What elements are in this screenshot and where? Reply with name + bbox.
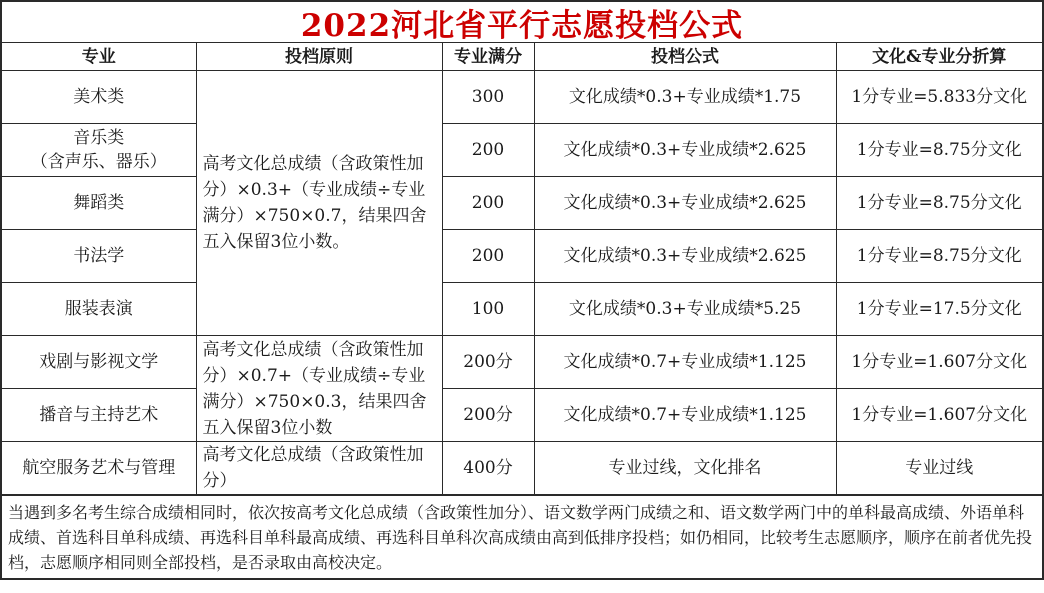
formula-cell: 文化成绩*0.3+专业成绩*1.75	[534, 71, 836, 124]
formula-cell: 文化成绩*0.3+专业成绩*5.25	[534, 283, 836, 336]
tie-break-note: 当遇到多名考生综合成绩相同时，依次按高考文化总成绩（含政策性加分）、语文数学两门成绩之和、语文数学两门中的单科最高成绩、外语单科成绩、首选科目单科成绩、再选科目单科最高成绩、再选科目单科次高成绩由高到低排序投档；如仍相同，比较考生志愿顺序，顺序在前者优先投档，志愿顺序相同则全部投档，是否录取由高校决定。	[2, 495, 1042, 593]
full-score-cell: 200	[442, 230, 534, 283]
header-principle: 投档原则	[196, 43, 442, 71]
header-full-score: 专业满分	[442, 43, 534, 71]
formula-cell: 文化成绩*0.3+专业成绩*2.625	[534, 124, 836, 177]
major-line: 音乐类	[73, 128, 125, 148]
full-score-cell: 200	[442, 124, 534, 177]
table-row	[2, 71, 1042, 124]
header-formula: 投档公式	[534, 43, 836, 71]
conversion-cell: 1分专业=8.75分文化	[836, 124, 1042, 177]
table-row	[2, 230, 1042, 283]
major-cell: 服装表演	[2, 283, 196, 336]
full-score-cell: 400分	[442, 442, 534, 495]
conversion-cell: 1分专业=1.607分文化	[836, 389, 1042, 442]
major-cell: 舞蹈类	[2, 177, 196, 230]
major-cell: 航空服务艺术与管理	[2, 442, 196, 495]
table-row	[2, 124, 1042, 177]
formula-cell: 文化成绩*0.7+专业成绩*1.125	[534, 389, 836, 442]
table-row	[2, 442, 1042, 495]
conversion-cell: 专业过线	[836, 442, 1042, 495]
conversion-cell: 1分专业=5.833分文化	[836, 71, 1042, 124]
page-title: 2022河北省平行志愿投档公式	[2, 2, 1042, 43]
principle-cell-group2: 高考文化总成绩（含政策性加分）×0.7+（专业成绩÷专业满分）×750×0.3，结果四舍五入保留3位小数	[196, 336, 442, 442]
principle-cell-group1: 高考文化总成绩（含政策性加分）×0.3+（专业成绩÷专业满分）×750×0.7，结果四舍五入保留3位小数。	[196, 71, 442, 336]
full-score-cell: 300	[442, 71, 534, 124]
formula-cell: 文化成绩*0.3+专业成绩*2.625	[534, 177, 836, 230]
major-line: （含声乐、器乐）	[30, 152, 167, 172]
formula-cell: 专业过线，文化排名	[534, 442, 836, 495]
table-row	[2, 283, 1042, 336]
conversion-cell: 1分专业=8.75分文化	[836, 177, 1042, 230]
formula-cell: 文化成绩*0.3+专业成绩*2.625	[534, 230, 836, 283]
major-cell: 戏剧与影视文学	[2, 336, 196, 389]
full-score-cell: 100	[442, 283, 534, 336]
formula-table	[2, 43, 1042, 495]
conversion-cell: 1分专业=1.607分文化	[836, 336, 1042, 389]
major-cell: 播音与主持艺术	[2, 389, 196, 442]
table-row	[2, 177, 1042, 230]
header-conversion: 文化&专业分折算	[836, 43, 1042, 71]
major-cell	[2, 124, 196, 177]
conversion-cell: 1分专业=17.5分文化	[836, 283, 1042, 336]
major-cell: 美术类	[2, 71, 196, 124]
full-score-cell: 200	[442, 177, 534, 230]
conversion-cell: 1分专业=8.75分文化	[836, 230, 1042, 283]
major-cell: 书法学	[2, 230, 196, 283]
formula-cell: 文化成绩*0.7+专业成绩*1.125	[534, 336, 836, 389]
table-header-row	[2, 43, 1042, 71]
table-row	[2, 336, 1042, 389]
header-major: 专业	[2, 43, 196, 71]
principle-cell-group3: 高考文化总成绩（含政策性加分）	[196, 442, 442, 495]
table-row	[2, 389, 1042, 442]
full-score-cell: 200分	[442, 389, 534, 442]
full-score-cell: 200分	[442, 336, 534, 389]
